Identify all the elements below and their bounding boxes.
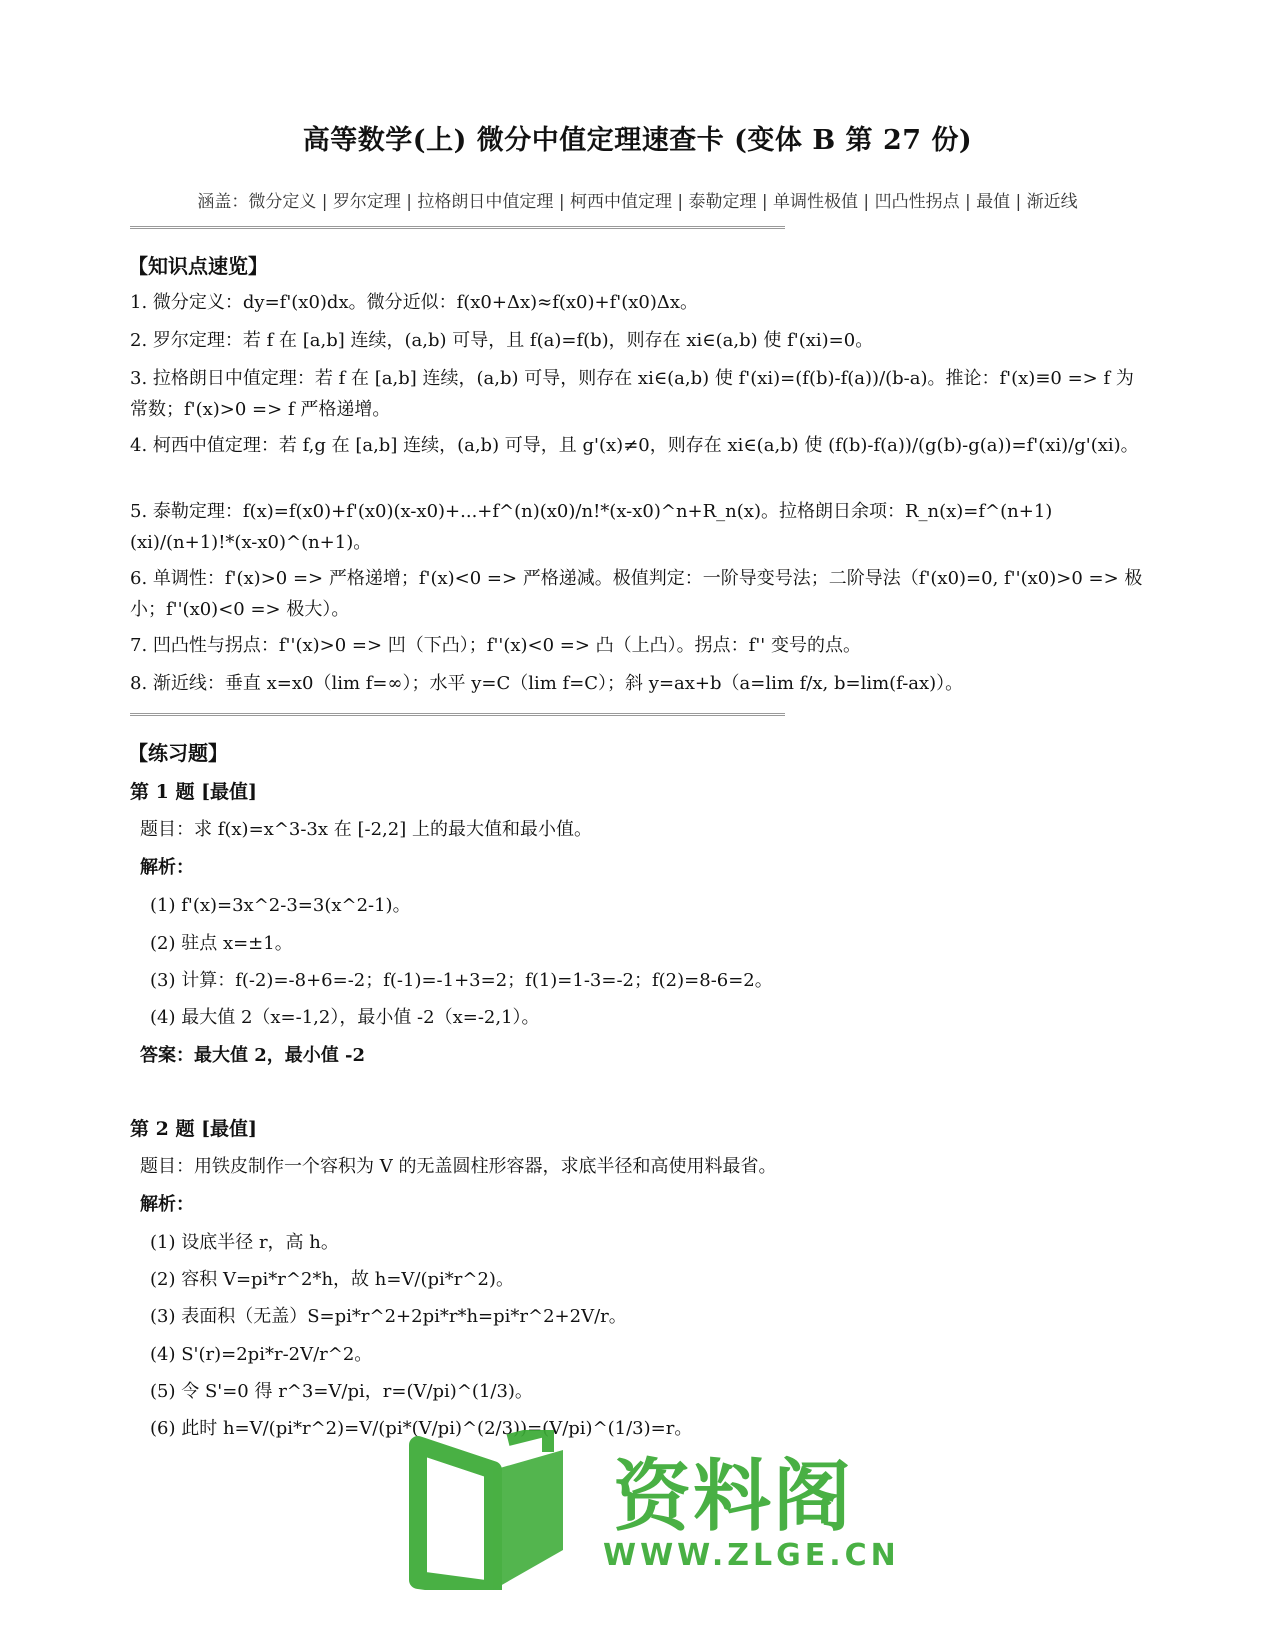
question-2-step: (2) 容积 V=pi*r^2*h，故 h=V/(pi*r^2)。 <box>150 1269 514 1290</box>
question-1-step: (4) 最大值 2（x=-1,2），最小值 -2（x=-2,1）。 <box>150 1007 540 1028</box>
knowledge-item-8: 8. 渐近线：垂直 x=x0（lim f=∞）；水平 y=C（lim f=C）；斜 y=ax+b（a=lim f/x, b=lim(f-ax)）。 <box>130 673 964 694</box>
question-2-step: (3) 表面积（无盖）S=pi*r^2+2pi*r*h=pi*r^2+2V/r。 <box>150 1306 627 1327</box>
practice-heading: 【练习题】 <box>128 741 228 765</box>
knowledge-item-6: 6. 单调性：f'(x)>0 => 严格递增；f'(x)<0 => 严格递减。极值判定：一阶导变号法；二阶导法（f'(x0)=0, f''(x0)>0 => 极小；f''(x0)<0 => 极大）。 <box>130 568 1143 620</box>
question-2-step: (1) 设底半径 r，高 h。 <box>150 1232 339 1253</box>
question-1-heading: 第 1 题 [最值] <box>130 781 258 803</box>
question-1-answer: 答案：最大值 2，最小值 -2 <box>140 1045 366 1066</box>
knowledge-item-3: 3. 拉格朗日中值定理：若 f 在 [a,b] 连续，(a,b) 可导，则存在 xi∈(a,b) 使 f'(xi)=(f(b)-f(a))/(b-a)。推论：f'(x)≡0 => f 为常数；f'(x)>0 => f 严格递增。 <box>130 368 1134 420</box>
question-2-step: (4) S'(r)=2pi*r-2V/r^2。 <box>150 1344 373 1365</box>
watermark-text: 资料阁 <box>613 1452 854 1542</box>
coverage-line: 涵盖：微分定义 | 罗尔定理 | 拉格朗日中值定理 | 柯西中值定理 | 泰勒定理 | 单调性极值 | 凹凸性拐点 | 最值 | 渐近线 <box>197 192 1078 212</box>
knowledge-item-7: 7. 凹凸性与拐点：f''(x)>0 => 凹（下凸）；f''(x)<0 => 凸（上凸）。拐点：f'' 变号的点。 <box>130 635 861 656</box>
knowledge-item-2: 2. 罗尔定理：若 f 在 [a,b] 连续，(a,b) 可导，且 f(a)=f(b)，则存在 xi∈(a,b) 使 f'(xi)=0。 <box>130 330 874 351</box>
book-icon <box>398 1430 608 1590</box>
question-1-text: 题目：求 f(x)=x^3-3x 在 [-2,2] 上的最大值和最小值。 <box>140 819 592 840</box>
knowledge-item-5: 5. 泰勒定理：f(x)=f(x0)+f'(x0)(x-x0)+...+f^(n)(x0)/n!*(x-x0)^n+R_n(x)。拉格朗日余项：R_n(x)=f^(n+1)(xi)/(n+1)!*(x-x0)^(n+1)。 <box>130 501 1053 553</box>
knowledge-item-1: 1. 微分定义：dy=f'(x0)dx。微分近似：f(x0+Δx)≈f(x0)+f'(x0)Δx。 <box>130 292 699 313</box>
question-2-heading: 第 2 题 [最值] <box>130 1118 258 1140</box>
question-1-analysis-label: 解析： <box>140 857 194 878</box>
divider <box>130 226 785 229</box>
question-1-step: (2) 驻点 x=±1。 <box>150 933 293 954</box>
question-2-text: 题目：用铁皮制作一个容积为 V 的无盖圆柱形容器，求底半径和高使用料最省。 <box>140 1156 777 1177</box>
knowledge-item-4: 4. 柯西中值定理：若 f,g 在 [a,b] 连续，(a,b) 可导，且 g'(x)≠0，则存在 xi∈(a,b) 使 (f(b)-f(a))/(g(b)-g(a))=f'(xi)/g'(xi)。 <box>130 435 1139 456</box>
question-2-analysis-label: 解析： <box>140 1194 194 1215</box>
divider <box>130 713 785 716</box>
question-2-step: (6) 此时 h=V/(pi*r^2)=V/(pi*(V/pi)^(2/3))=(V/pi)^(1/3)=r。 <box>150 1418 693 1439</box>
question-1-step: (1) f'(x)=3x^2-3=3(x^2-1)。 <box>150 895 411 916</box>
watermark-url: WWW.ZLGE.CN <box>603 1538 900 1573</box>
watermark-logo <box>398 1430 900 1590</box>
question-2-step: (5) 令 S'=0 得 r^3=V/pi，r=(V/pi)^(1/3)。 <box>150 1381 533 1402</box>
knowledge-heading: 【知识点速览】 <box>128 254 268 278</box>
question-1-step: (3) 计算：f(-2)=-8+6=-2；f(-1)=-1+3=2；f(1)=1-3=-2；f(2)=8-6=2。 <box>150 970 773 991</box>
page-title: 高等数学(上) 微分中值定理速查卡 (变体 B 第 27 份) <box>302 125 973 156</box>
